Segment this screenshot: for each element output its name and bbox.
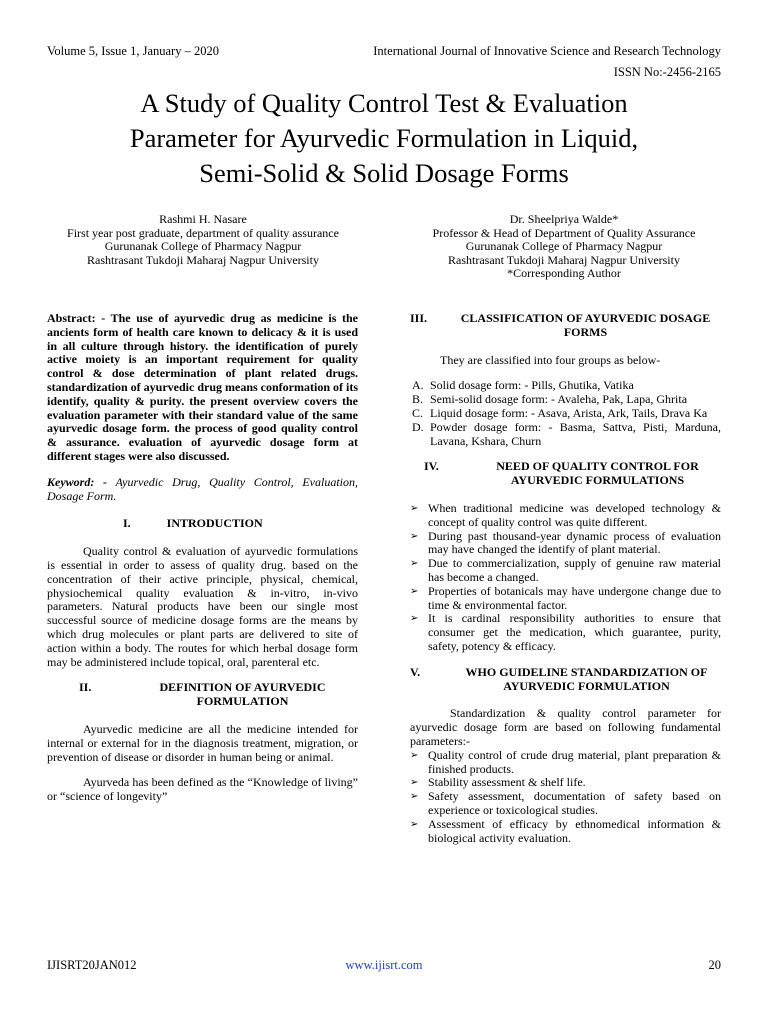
list-text: Stability assessment & shelf life. bbox=[428, 775, 586, 790]
author-affiliation: Rashtrasant Tukdoji Maharaj Nagpur University bbox=[448, 252, 680, 267]
author-name: Rashmi H. Nasare bbox=[159, 212, 247, 226]
list-item bbox=[410, 379, 721, 393]
keywords bbox=[47, 476, 358, 504]
section-heading-definition bbox=[47, 681, 358, 709]
section-title bbox=[450, 312, 721, 340]
section-title-line: AYURVEDIC FORMULATIONS bbox=[510, 473, 685, 488]
section-title-line: FORMULATION bbox=[196, 694, 289, 709]
arrow-bullet-icon: ➢ bbox=[410, 791, 419, 803]
list-text: Powder dosage form: - Basma, Sattva, Pisti, Marduna, Lavana, Kshara, Churn bbox=[430, 419, 721, 448]
list-item bbox=[410, 790, 721, 818]
author-affiliation: Gurunanak College of Pharmacy Nagpur bbox=[465, 239, 663, 254]
list-item bbox=[410, 612, 721, 653]
footer-url-link[interactable]: www.ijisrt.com bbox=[345, 958, 423, 972]
author-affiliation: First year post graduate, department of quality assurance bbox=[67, 225, 339, 240]
who-list bbox=[410, 749, 721, 846]
abstract-text: The use of ayurvedic drug as medicine is the ancients form of health care known to delicacy & it is used in all culture through history. the identification of purely active moiety is an important requirement for quality control & dose determination of plant related drugs. standardization of ayurvedic drug means conformation of its identify, quality & purity. the present overview covers the evaluation parameter with their standard value of the same ayurvedic dosage form. the process of good quality control & assurance. evaluation of ayurvedic dosage form at different stages were also discussed. bbox=[47, 311, 358, 463]
paper-title bbox=[40, 86, 728, 191]
arrow-bullet-icon: ➢ bbox=[410, 613, 419, 625]
footer-code: IJISRT20JAN012 bbox=[47, 958, 137, 972]
arrow-bullet-icon: ➢ bbox=[410, 818, 419, 830]
list-marker: B. bbox=[412, 392, 424, 407]
arrow-bullet-icon: ➢ bbox=[410, 777, 419, 789]
who-intro-paragraph: Standardization & quality control parameter for ayurvedic dosage form are based on following fundamental parameters:- bbox=[410, 706, 721, 748]
intro-paragraph: Quality control & evaluation of ayurvedic formulations is essential in order to assess of quality drug. based on the concentration of their active principle, physical, chemical, physiochemical quality evaluation & in-vitro, in-vivo parameters. Natural products have been our single most successful source of medicine dosage forms are the means by which drug molecules or plant parts are delivered to site of action within a body. The routes for which herbal dosage form may be administered include topical, oral, parenteral etc. bbox=[47, 544, 358, 669]
section-title-line: FORMS bbox=[563, 324, 608, 339]
definition-paragraph: Ayurveda has been defined as the “Knowledge of living” or “science of longevity” bbox=[47, 775, 358, 804]
list-item bbox=[410, 557, 721, 585]
corresponding-author-note: *Corresponding Author bbox=[507, 266, 621, 281]
list-text: Properties of botanicals may have undergone change due to time & environmental factor. bbox=[428, 583, 721, 612]
need-list bbox=[410, 502, 721, 654]
list-text: During past thousand-year dynamic process of evaluation may have changed the identify of plant material. bbox=[428, 528, 721, 557]
section-title: INTRODUCTION bbox=[166, 516, 263, 531]
title-line: Semi-Solid & Solid Dosage Forms bbox=[199, 158, 569, 188]
list-item bbox=[410, 421, 721, 449]
section-title-line: CLASSIFICATION OF AYURVEDIC DOSAGE bbox=[460, 311, 711, 325]
list-marker: A. bbox=[412, 378, 424, 393]
keywords-text: Ayurvedic Drug, Quality Control, Evaluation, Dosage Form. bbox=[47, 474, 358, 503]
author-block-2 bbox=[394, 213, 734, 281]
author-affiliation: Gurunanak College of Pharmacy Nagpur bbox=[104, 239, 302, 254]
section-title bbox=[474, 460, 721, 488]
author-block-1 bbox=[33, 213, 373, 267]
abstract bbox=[47, 312, 358, 464]
classification-intro: They are classified into four groups as below- bbox=[440, 352, 661, 367]
classification-list bbox=[410, 379, 721, 448]
page-number: 20 bbox=[708, 958, 721, 972]
list-item bbox=[410, 776, 721, 790]
list-text: Liquid dosage form: - Asava, Arista, Ark, Tails, Drava Ka bbox=[430, 405, 708, 420]
list-item bbox=[410, 749, 721, 777]
section-heading-classification bbox=[410, 312, 721, 340]
list-text: Semi-solid dosage form: - Avaleha, Pak, Lapa, Ghrita bbox=[430, 392, 688, 407]
list-text: Due to commercialization, supply of genuine raw material has become a changed. bbox=[428, 556, 721, 584]
abstract-label: Abstract: - bbox=[47, 311, 106, 325]
list-item bbox=[410, 393, 721, 407]
list-item bbox=[410, 407, 721, 421]
section-heading-need bbox=[410, 460, 721, 488]
arrow-bullet-icon: ➢ bbox=[410, 530, 419, 542]
section-title bbox=[452, 666, 721, 694]
section-number: IV. bbox=[424, 459, 439, 474]
section-number: II. bbox=[79, 680, 92, 695]
arrow-bullet-icon: ➢ bbox=[410, 749, 419, 761]
author-name: Dr. Sheelpriya Walde* bbox=[509, 212, 619, 226]
arrow-bullet-icon: ➢ bbox=[410, 558, 419, 570]
section-heading-who bbox=[410, 666, 721, 694]
list-text: It is cardinal responsibility authorities to ensure that consumer get the medication, which guarantee, purity, safety, potency & efficacy. bbox=[428, 611, 721, 653]
section-title-line: NEED OF QUALITY CONTROL FOR bbox=[496, 459, 699, 474]
arrow-bullet-icon: ➢ bbox=[410, 585, 419, 597]
section-number: V. bbox=[410, 664, 421, 679]
section-number: I. bbox=[123, 516, 131, 531]
title-line: Parameter for Ayurvedic Formulation in Liquid, bbox=[129, 123, 639, 153]
list-item bbox=[410, 502, 721, 530]
section-number: III. bbox=[410, 311, 428, 325]
arrow-bullet-icon: ➢ bbox=[410, 502, 419, 514]
keywords-label: Keyword: - bbox=[47, 474, 107, 489]
section-title-line: WHO GUIDELINE STANDARDIZATION OF bbox=[465, 664, 708, 679]
list-text: Solid dosage form: - Pills, Ghutika, Vatika bbox=[430, 378, 634, 393]
header-issn: ISSN No:-2456-2165 bbox=[613, 65, 721, 79]
definition-paragraph: Ayurvedic medicine are all the medicine intended for internal or external for in the diagnosis treatment, migration, or prevention of disease or disorder in human being or animal. bbox=[47, 721, 358, 764]
list-text: Assessment of efficacy by ethnomedical information & biological activity evaluation. bbox=[428, 816, 721, 845]
title-line: A Study of Quality Control Test & Evaluation bbox=[140, 88, 628, 118]
list-marker: C. bbox=[412, 405, 424, 420]
list-item bbox=[410, 818, 721, 846]
right-column bbox=[410, 312, 721, 845]
author-affiliation: Professor & Head of Department of Quality Assurance bbox=[432, 225, 696, 240]
section-heading-introduction bbox=[47, 517, 358, 531]
section-title bbox=[127, 681, 358, 709]
header-volume: Volume 5, Issue 1, January – 2020 bbox=[47, 44, 219, 58]
left-column bbox=[47, 312, 358, 804]
list-text: When traditional medicine was developed technology & concept of quality control was quite different. bbox=[428, 500, 721, 529]
header-journal: International Journal of Innovative Science and Research Technology bbox=[373, 44, 721, 58]
section-title-line: AYURVEDIC FORMULATION bbox=[503, 678, 670, 693]
list-item bbox=[410, 585, 721, 613]
list-text: Safety assessment, documentation of safety based on experience or toxicological studies. bbox=[428, 789, 721, 817]
list-item bbox=[410, 530, 721, 558]
author-affiliation: Rashtrasant Tukdoji Maharaj Nagpur University bbox=[87, 252, 319, 267]
list-marker: D. bbox=[412, 419, 424, 434]
section-title-line: DEFINITION OF AYURVEDIC bbox=[159, 680, 326, 695]
list-text: Quality control of crude drug material, plant preparation & finished products. bbox=[428, 747, 721, 776]
